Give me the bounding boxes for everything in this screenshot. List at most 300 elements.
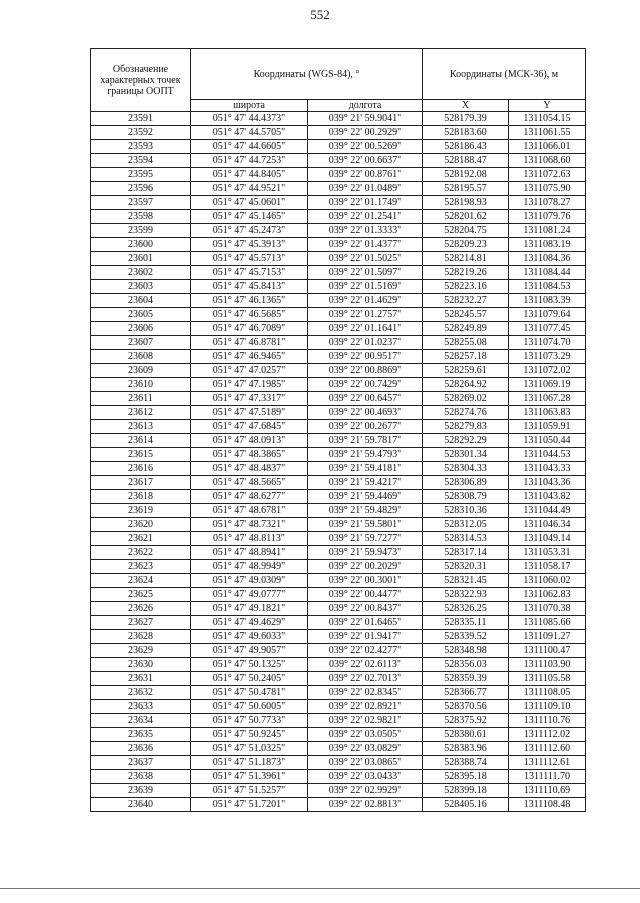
latitude-cell: 051° 47' 44.5705" <box>191 126 308 140</box>
latitude-cell: 051° 47' 48.3865" <box>191 448 308 462</box>
longitude-cell: 039° 22' 00.7429" <box>308 378 423 392</box>
longitude-cell: 039° 21' 59.4217" <box>308 476 423 490</box>
y-cell: 1311084.36 <box>509 252 586 266</box>
point-id-cell: 23602 <box>91 266 191 280</box>
latitude-cell: 051° 47' 44.9521" <box>191 182 308 196</box>
x-cell: 528255.08 <box>423 336 509 350</box>
table-row <box>91 770 586 784</box>
latitude-cell: 051° 47' 45.5713" <box>191 252 308 266</box>
point-id-cell: 23622 <box>91 546 191 560</box>
y-cell: 1311043.33 <box>509 462 586 476</box>
longitude-cell: 039° 21' 59.9041" <box>308 112 423 126</box>
latitude-cell: 051° 47' 49.6033" <box>191 630 308 644</box>
longitude-cell: 039° 21' 59.5801" <box>308 518 423 532</box>
x-cell: 528209.23 <box>423 238 509 252</box>
x-cell: 528383.96 <box>423 742 509 756</box>
y-cell: 1311061.55 <box>509 126 586 140</box>
table-row <box>91 112 586 126</box>
table-row <box>91 126 586 140</box>
point-id-cell: 23635 <box>91 728 191 742</box>
point-id-cell: 23603 <box>91 280 191 294</box>
latitude-cell: 051° 47' 48.7321" <box>191 518 308 532</box>
longitude-cell: 039° 21' 59.4829" <box>308 504 423 518</box>
table-row <box>91 616 586 630</box>
x-cell: 528183.60 <box>423 126 509 140</box>
x-cell: 528399.18 <box>423 784 509 798</box>
latitude-cell: 051° 47' 49.1821" <box>191 602 308 616</box>
point-id-cell: 23626 <box>91 602 191 616</box>
longitude-cell: 039° 22' 00.2677" <box>308 420 423 434</box>
y-cell: 1311103.90 <box>509 658 586 672</box>
longitude-cell: 039° 22' 01.1749" <box>308 196 423 210</box>
y-cell: 1311043.36 <box>509 476 586 490</box>
latitude-cell: 051° 47' 46.1365" <box>191 294 308 308</box>
longitude-cell: 039° 22' 01.0489" <box>308 182 423 196</box>
x-cell: 528219.26 <box>423 266 509 280</box>
y-cell: 1311091.27 <box>509 630 586 644</box>
latitude-cell: 051° 47' 44.8405" <box>191 168 308 182</box>
x-cell: 528214.81 <box>423 252 509 266</box>
longitude-cell: 039° 21' 59.7817" <box>308 434 423 448</box>
y-cell: 1311066.01 <box>509 140 586 154</box>
table-row <box>91 714 586 728</box>
latitude-cell: 051° 47' 51.3961" <box>191 770 308 784</box>
point-id-cell: 23627 <box>91 616 191 630</box>
table-row <box>91 742 586 756</box>
y-cell: 1311084.53 <box>509 280 586 294</box>
y-cell: 1311072.02 <box>509 364 586 378</box>
longitude-cell: 039° 22' 01.2541" <box>308 210 423 224</box>
y-cell: 1311112.60 <box>509 742 586 756</box>
longitude-cell: 039° 22' 01.5025" <box>308 252 423 266</box>
table-row <box>91 518 586 532</box>
x-cell: 528380.61 <box>423 728 509 742</box>
table-row <box>91 140 586 154</box>
longitude-cell: 039° 22' 03.0505" <box>308 728 423 742</box>
table-row <box>91 448 586 462</box>
longitude-cell: 039° 22' 02.4277" <box>308 644 423 658</box>
longitude-cell: 039° 22' 00.2029" <box>308 560 423 574</box>
longitude-cell: 039° 22' 02.9821" <box>308 714 423 728</box>
table-row <box>91 210 586 224</box>
latitude-cell: 051° 47' 48.4837" <box>191 462 308 476</box>
x-cell: 528308.79 <box>423 490 509 504</box>
longitude-cell: 039° 22' 00.8869" <box>308 364 423 378</box>
latitude-cell: 051° 47' 47.6845" <box>191 420 308 434</box>
latitude-cell: 051° 47' 46.5685" <box>191 308 308 322</box>
table-row <box>91 672 586 686</box>
x-cell: 528198.93 <box>423 196 509 210</box>
latitude-cell: 051° 47' 47.0257" <box>191 364 308 378</box>
y-cell: 1311067.28 <box>509 392 586 406</box>
latitude-cell: 051° 47' 45.1465" <box>191 210 308 224</box>
table-row <box>91 462 586 476</box>
longitude-cell: 039° 21' 59.4793" <box>308 448 423 462</box>
y-cell: 1311043.82 <box>509 490 586 504</box>
page-number: 552 <box>310 7 330 22</box>
y-cell: 1311070.38 <box>509 602 586 616</box>
footer-rule <box>0 888 640 889</box>
latitude-cell: 051° 47' 47.3317" <box>191 392 308 406</box>
longitude-cell: 039° 22' 01.3333" <box>308 224 423 238</box>
longitude-cell: 039° 22' 00.6637" <box>308 154 423 168</box>
point-id-cell: 23639 <box>91 784 191 798</box>
latitude-cell: 051° 47' 44.4373" <box>191 112 308 126</box>
x-cell: 528312.05 <box>423 518 509 532</box>
table-body <box>91 112 586 812</box>
latitude-cell: 051° 47' 44.6605" <box>191 140 308 154</box>
table-row <box>91 784 586 798</box>
y-cell: 1311084.44 <box>509 266 586 280</box>
table-row <box>91 224 586 238</box>
x-cell: 528232.27 <box>423 294 509 308</box>
point-id-cell: 23598 <box>91 210 191 224</box>
point-id-cell: 23623 <box>91 560 191 574</box>
longitude-cell: 039° 21' 59.4469" <box>308 490 423 504</box>
x-cell: 528317.14 <box>423 546 509 560</box>
x-cell: 528259.61 <box>423 364 509 378</box>
y-cell: 1311083.39 <box>509 294 586 308</box>
x-cell: 528388.74 <box>423 756 509 770</box>
x-cell: 528274.76 <box>423 406 509 420</box>
x-cell: 528201.62 <box>423 210 509 224</box>
table-row <box>91 658 586 672</box>
y-cell: 1311109.10 <box>509 700 586 714</box>
latitude-cell: 051° 47' 50.6005" <box>191 700 308 714</box>
y-cell: 1311110.69 <box>509 784 586 798</box>
point-id-cell: 23599 <box>91 224 191 238</box>
table-row <box>91 630 586 644</box>
latitude-cell: 051° 47' 44.7253" <box>191 154 308 168</box>
y-cell: 1311044.53 <box>509 448 586 462</box>
x-cell: 528195.57 <box>423 182 509 196</box>
latitude-cell: 051° 47' 49.9057" <box>191 644 308 658</box>
y-cell: 1311078.27 <box>509 196 586 210</box>
latitude-cell: 051° 47' 48.8941" <box>191 546 308 560</box>
header-wgs84: Координаты (WGS-84), ° <box>191 49 423 100</box>
y-cell: 1311110.76 <box>509 714 586 728</box>
longitude-cell: 039° 22' 02.8813" <box>308 798 423 812</box>
y-cell: 1311108.48 <box>509 798 586 812</box>
y-cell: 1311074.70 <box>509 336 586 350</box>
point-id-cell: 23595 <box>91 168 191 182</box>
longitude-cell: 039° 22' 02.8345" <box>308 686 423 700</box>
latitude-cell: 051° 47' 46.8781" <box>191 336 308 350</box>
latitude-cell: 051° 47' 48.0913" <box>191 434 308 448</box>
table-row <box>91 280 586 294</box>
point-id-cell: 23608 <box>91 350 191 364</box>
x-cell: 528375.92 <box>423 714 509 728</box>
table-row <box>91 532 586 546</box>
x-cell: 528306.89 <box>423 476 509 490</box>
latitude-cell: 051° 47' 50.9245" <box>191 728 308 742</box>
x-cell: 528314.53 <box>423 532 509 546</box>
point-id-cell: 23604 <box>91 294 191 308</box>
x-cell: 528304.33 <box>423 462 509 476</box>
y-cell: 1311063.83 <box>509 406 586 420</box>
longitude-cell: 039° 22' 01.9417" <box>308 630 423 644</box>
y-cell: 1311112.61 <box>509 756 586 770</box>
x-cell: 528335.11 <box>423 616 509 630</box>
longitude-cell: 039° 21' 59.4181" <box>308 462 423 476</box>
point-id-cell: 23634 <box>91 714 191 728</box>
latitude-cell: 051° 47' 51.0325" <box>191 742 308 756</box>
table-row <box>91 196 586 210</box>
y-cell: 1311054.15 <box>509 112 586 126</box>
x-cell: 528279.83 <box>423 420 509 434</box>
table-row <box>91 406 586 420</box>
header-msk36: Координаты (МСК-36), м <box>423 49 586 100</box>
longitude-cell: 039° 22' 00.2929" <box>308 126 423 140</box>
point-id-cell: 23629 <box>91 644 191 658</box>
x-cell: 528395.18 <box>423 770 509 784</box>
longitude-cell: 039° 22' 01.2757" <box>308 308 423 322</box>
table-row <box>91 434 586 448</box>
x-cell: 528370.56 <box>423 700 509 714</box>
table-row <box>91 392 586 406</box>
table-row <box>91 546 586 560</box>
longitude-cell: 039° 22' 00.6457" <box>308 392 423 406</box>
table-row <box>91 728 586 742</box>
point-id-cell: 23638 <box>91 770 191 784</box>
point-id-cell: 23605 <box>91 308 191 322</box>
table-row <box>91 168 586 182</box>
latitude-cell: 051° 47' 48.9949" <box>191 560 308 574</box>
longitude-cell: 039° 22' 01.4629" <box>308 294 423 308</box>
point-id-cell: 23597 <box>91 196 191 210</box>
x-cell: 528223.16 <box>423 280 509 294</box>
table-row <box>91 574 586 588</box>
header-latitude: широта <box>191 100 308 112</box>
y-cell: 1311079.76 <box>509 210 586 224</box>
latitude-cell: 051° 47' 47.1985" <box>191 378 308 392</box>
table-row <box>91 378 586 392</box>
point-id-cell: 23621 <box>91 532 191 546</box>
y-cell: 1311044.49 <box>509 504 586 518</box>
x-cell: 528188.47 <box>423 154 509 168</box>
latitude-cell: 051° 47' 51.5257" <box>191 784 308 798</box>
longitude-cell: 039° 22' 00.8761" <box>308 168 423 182</box>
longitude-cell: 039° 22' 00.3001" <box>308 574 423 588</box>
x-cell: 528310.36 <box>423 504 509 518</box>
point-id-cell: 23591 <box>91 112 191 126</box>
x-cell: 528179.39 <box>423 112 509 126</box>
x-cell: 528204.75 <box>423 224 509 238</box>
y-cell: 1311085.66 <box>509 616 586 630</box>
point-id-cell: 23612 <box>91 406 191 420</box>
header-point-designation: Обозначение характерных точек границы ООПТ <box>91 49 191 112</box>
latitude-cell: 051° 47' 46.9465" <box>191 350 308 364</box>
table-row <box>91 322 586 336</box>
header-longitude: долгота <box>308 100 423 112</box>
table-row <box>91 644 586 658</box>
point-id-cell: 23607 <box>91 336 191 350</box>
y-cell: 1311105.58 <box>509 672 586 686</box>
table-row <box>91 798 586 812</box>
point-id-cell: 23625 <box>91 588 191 602</box>
table-row <box>91 252 586 266</box>
latitude-cell: 051° 47' 45.7153" <box>191 266 308 280</box>
longitude-cell: 039° 22' 00.4693" <box>308 406 423 420</box>
longitude-cell: 039° 22' 00.9517" <box>308 350 423 364</box>
x-cell: 528257.18 <box>423 350 509 364</box>
y-cell: 1311073.29 <box>509 350 586 364</box>
table-row <box>91 560 586 574</box>
longitude-cell: 039° 22' 01.4377" <box>308 238 423 252</box>
table-row <box>91 294 586 308</box>
latitude-cell: 051° 47' 45.2473" <box>191 224 308 238</box>
point-id-cell: 23610 <box>91 378 191 392</box>
y-cell: 1311050.44 <box>509 434 586 448</box>
longitude-cell: 039° 22' 03.0433" <box>308 770 423 784</box>
longitude-cell: 039° 22' 02.6113" <box>308 658 423 672</box>
latitude-cell: 051° 47' 50.7733" <box>191 714 308 728</box>
y-cell: 1311111.70 <box>509 770 586 784</box>
table-row <box>91 364 586 378</box>
point-id-cell: 23617 <box>91 476 191 490</box>
x-cell: 528292.29 <box>423 434 509 448</box>
point-id-cell: 23606 <box>91 322 191 336</box>
latitude-cell: 051° 47' 51.1873" <box>191 756 308 770</box>
longitude-cell: 039° 22' 02.7013" <box>308 672 423 686</box>
table-row <box>91 336 586 350</box>
x-cell: 528326.25 <box>423 602 509 616</box>
longitude-cell: 039° 22' 02.9929" <box>308 784 423 798</box>
x-cell: 528322.93 <box>423 588 509 602</box>
latitude-cell: 051° 47' 47.5189" <box>191 406 308 420</box>
point-id-cell: 23630 <box>91 658 191 672</box>
header-y: Y <box>509 100 586 112</box>
table-row <box>91 756 586 770</box>
point-id-cell: 23613 <box>91 420 191 434</box>
x-cell: 528320.31 <box>423 560 509 574</box>
point-id-cell: 23594 <box>91 154 191 168</box>
table-row <box>91 588 586 602</box>
table-row <box>91 182 586 196</box>
longitude-cell: 039° 22' 03.0865" <box>308 756 423 770</box>
point-id-cell: 23631 <box>91 672 191 686</box>
point-id-cell: 23636 <box>91 742 191 756</box>
y-cell: 1311062.83 <box>509 588 586 602</box>
y-cell: 1311053.31 <box>509 546 586 560</box>
y-cell: 1311100.47 <box>509 644 586 658</box>
x-cell: 528249.89 <box>423 322 509 336</box>
table-row <box>91 700 586 714</box>
latitude-cell: 051° 47' 51.7201" <box>191 798 308 812</box>
y-cell: 1311058.17 <box>509 560 586 574</box>
longitude-cell: 039° 21' 59.9473" <box>308 546 423 560</box>
latitude-cell: 051° 47' 48.6781" <box>191 504 308 518</box>
x-cell: 528348.98 <box>423 644 509 658</box>
point-id-cell: 23592 <box>91 126 191 140</box>
latitude-cell: 051° 47' 45.3913" <box>191 238 308 252</box>
point-id-cell: 23618 <box>91 490 191 504</box>
table-row <box>91 602 586 616</box>
point-id-cell: 23637 <box>91 756 191 770</box>
table-row <box>91 476 586 490</box>
y-cell: 1311081.24 <box>509 224 586 238</box>
latitude-cell: 051° 47' 48.5665" <box>191 476 308 490</box>
x-cell: 528405.16 <box>423 798 509 812</box>
y-cell: 1311060.02 <box>509 574 586 588</box>
table-header-row <box>91 49 586 100</box>
y-cell: 1311072.63 <box>509 168 586 182</box>
y-cell: 1311075.90 <box>509 182 586 196</box>
longitude-cell: 039° 22' 00.5269" <box>308 140 423 154</box>
y-cell: 1311069.19 <box>509 378 586 392</box>
coordinates-table <box>90 48 586 812</box>
latitude-cell: 051° 47' 48.8113" <box>191 532 308 546</box>
y-cell: 1311077.45 <box>509 322 586 336</box>
x-cell: 528321.45 <box>423 574 509 588</box>
x-cell: 528359.39 <box>423 672 509 686</box>
point-id-cell: 23615 <box>91 448 191 462</box>
longitude-cell: 039° 22' 01.6465" <box>308 616 423 630</box>
latitude-cell: 051° 47' 46.7089" <box>191 322 308 336</box>
point-id-cell: 23600 <box>91 238 191 252</box>
longitude-cell: 039° 22' 02.8921" <box>308 700 423 714</box>
y-cell: 1311112.02 <box>509 728 586 742</box>
table-row <box>91 504 586 518</box>
latitude-cell: 051° 47' 49.4629" <box>191 616 308 630</box>
point-id-cell: 23609 <box>91 364 191 378</box>
longitude-cell: 039° 22' 01.1641" <box>308 322 423 336</box>
point-id-cell: 23620 <box>91 518 191 532</box>
point-id-cell: 23624 <box>91 574 191 588</box>
point-id-cell: 23614 <box>91 434 191 448</box>
x-cell: 528339.52 <box>423 630 509 644</box>
longitude-cell: 039° 22' 03.0829" <box>308 742 423 756</box>
table-row <box>91 490 586 504</box>
latitude-cell: 051° 47' 49.0777" <box>191 588 308 602</box>
table-row <box>91 686 586 700</box>
longitude-cell: 039° 22' 01.5169" <box>308 280 423 294</box>
point-id-cell: 23619 <box>91 504 191 518</box>
longitude-cell: 039° 22' 00.4477" <box>308 588 423 602</box>
point-id-cell: 23596 <box>91 182 191 196</box>
latitude-cell: 051° 47' 50.1325" <box>191 658 308 672</box>
latitude-cell: 051° 47' 45.8413" <box>191 280 308 294</box>
header-x: X <box>423 100 509 112</box>
point-id-cell: 23593 <box>91 140 191 154</box>
y-cell: 1311108.05 <box>509 686 586 700</box>
latitude-cell: 051° 47' 49.0309" <box>191 574 308 588</box>
x-cell: 528192.08 <box>423 168 509 182</box>
y-cell: 1311049.14 <box>509 532 586 546</box>
x-cell: 528245.57 <box>423 308 509 322</box>
point-id-cell: 23616 <box>91 462 191 476</box>
point-id-cell: 23601 <box>91 252 191 266</box>
table-row <box>91 420 586 434</box>
y-cell: 1311083.19 <box>509 238 586 252</box>
x-cell: 528356.03 <box>423 658 509 672</box>
table-row <box>91 350 586 364</box>
point-id-cell: 23640 <box>91 798 191 812</box>
point-id-cell: 23633 <box>91 700 191 714</box>
table-row <box>91 154 586 168</box>
point-id-cell: 23611 <box>91 392 191 406</box>
latitude-cell: 051° 47' 50.2405" <box>191 672 308 686</box>
longitude-cell: 039° 22' 01.0237" <box>308 336 423 350</box>
longitude-cell: 039° 22' 01.5097" <box>308 266 423 280</box>
table-row <box>91 308 586 322</box>
longitude-cell: 039° 22' 00.8437" <box>308 602 423 616</box>
y-cell: 1311068.60 <box>509 154 586 168</box>
table-row <box>91 266 586 280</box>
latitude-cell: 051° 47' 50.4781" <box>191 686 308 700</box>
latitude-cell: 051° 47' 45.0601" <box>191 196 308 210</box>
y-cell: 1311046.34 <box>509 518 586 532</box>
